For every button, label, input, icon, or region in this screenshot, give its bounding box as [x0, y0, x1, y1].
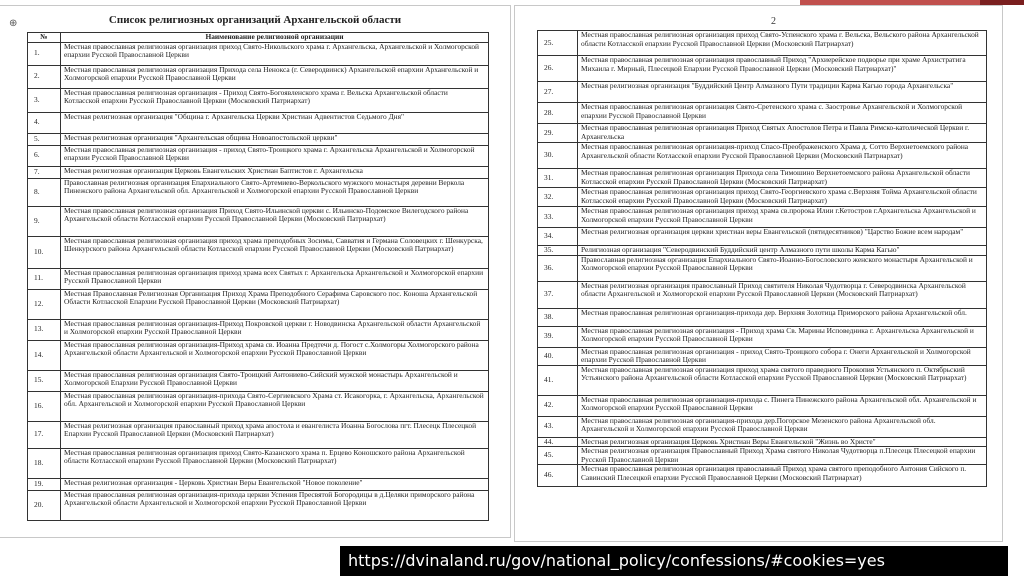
organization-name: Местная православная религиозная организация Приход Святых Апостолов Петра и Павла Римско-католической Церкви г. Архангельска — [578, 124, 987, 143]
organization-name: Православная религиозная организация Епархиального Свято-Иоанно-Богословского женского монастыря Архангельской и Холмогорской епархии Русской Православной Церкви — [578, 255, 987, 281]
organization-name: Местная православная религиозная организация Прихода села Ненокса (г. Северодвинск) Архангельской епархии Архангельской и Холмогорской епархии Русской Православной Церкви — [61, 65, 489, 88]
organization-name: Местная православная религиозная организация приход храма св.пророка Илии г.Кетостров г.Архангельска Архангельской и Холмогорской епархии Русской Православной Церкви — [578, 207, 987, 228]
row-number: 16. — [28, 391, 61, 421]
row-number: 7. — [28, 166, 61, 178]
row-number: 28. — [538, 103, 578, 124]
header-name: Наименование религиозной организации — [61, 33, 489, 43]
organization-name: Местная православная религиозная организация приход Свято-Никольского храма г. Архангельска, Архангельской и Холмогорской епархии Русской Православной Церкви — [61, 42, 489, 65]
table-row — [538, 416, 987, 437]
table-row — [538, 228, 987, 246]
table-row — [538, 143, 987, 169]
organization-name: Местная религиозная организация православный Приход святителя Николая Чудотворца г. Северодвинска Архангельской области Архангельской и Холмогорской епархии Русской Православной Церкви (Московский Патриархат) — [578, 281, 987, 308]
organization-name: Местная религиозная организация "Буддийский Центр Алмазного Пути традиции Карма Кагью города Архангельска" — [578, 82, 987, 103]
table-row — [538, 188, 987, 207]
row-number: 45. — [538, 447, 578, 465]
organizations-table-right — [537, 30, 987, 487]
table-row — [538, 365, 987, 395]
table-row — [28, 490, 489, 520]
table-row — [538, 31, 987, 56]
table-row — [28, 421, 489, 448]
table-row — [28, 319, 489, 340]
organization-name: Местная православная религиозная организация-прихода церкви Успения Пресвятой Богородицы в д.Целяки приморского района Архангельской области Архангельской и Холмогорской епархии Русской Православной Церкви — [61, 490, 489, 520]
organization-name: Местная православная религиозная организация-Приход Покровской церкви г. Новодвинска Архангельской области Архангельской и Холмогорской епархии Русской Православной Церкви — [61, 319, 489, 340]
table-row — [538, 447, 987, 465]
organization-name: Местная православная религиозная организация-прихода дер.Погорское Мезенского района Архангельской обл. Архангельской и Холмогорской епархии Русской Православной Церкви — [578, 416, 987, 437]
organization-name: Местная Православная Религиозная Организация Приход Храма Преподобного Серафима Саровского пос. Коноша Архангельской Области Котласской Епархии Русской Православной Церкви (Московский Патриархат) — [61, 289, 489, 319]
organization-name: Местная православная религиозная организация православный Приход храма святого преподобного Антония Сийского п. Савинский Плесецкой епархии Русской Православной Церкви (Московский Патриархат) — [578, 465, 987, 487]
row-number: 41. — [538, 365, 578, 395]
table-row — [28, 166, 489, 178]
table-row — [28, 112, 489, 133]
table-row — [538, 395, 987, 416]
row-number: 42. — [538, 395, 578, 416]
row-number: 19. — [28, 478, 61, 490]
organization-name: Местная религиозная организация Церковь Христиан Веры Евангельской "Жизнь во Христе" — [578, 437, 987, 447]
row-number: 10. — [28, 236, 61, 268]
organization-name: Местная религиозная организация Церковь Евангельских Христиан Баптистов г. Архангельска — [61, 166, 489, 178]
table-move-handle-icon[interactable]: ⊕ — [9, 18, 18, 29]
table-row — [538, 207, 987, 228]
organization-name: Местная православная религиозная организация приход храма святого праведного Прокопия Устьянского п. Октябрьский Устьянского района Архангельской области Котласской епархии Русской Православной Церкви (Московский Патриархат) — [578, 365, 987, 395]
table-row — [538, 465, 987, 487]
organization-name: Местная православная религиозная организация - приход Свято-Троицкого храма г. Архангельска Архангельской и Холмогорской епархии Русской Православной Церкви — [61, 145, 489, 166]
row-number: 13. — [28, 319, 61, 340]
organization-name: Религиозная организация "Северодвинский Буддийский центр Алмазного пути школы Карма Кагью" — [578, 246, 987, 256]
table-row — [28, 206, 489, 236]
organization-name: Местная православная религиозная организация приход Свято-Успенского храма г. Вельска, Вельского района Архангельской области Котласской епархии Русской Православной Церкви (Московский Патриархат) — [578, 31, 987, 56]
table-row — [28, 448, 489, 478]
organization-name: Местная православная религиозная организация Прихода села Тимошино Верхнетоемского района Архангельской области Котласской епархии Русской Православной Церкви (Московский Патриархат) — [578, 169, 987, 188]
row-number: 36. — [538, 255, 578, 281]
table-row — [538, 246, 987, 256]
organization-name: Местная православная религиозная организация-прихода дер. Верхняя Золотица Приморского района Архангельской обл. — [578, 308, 987, 326]
organization-name: Местная православная религиозная организация приход храма преподобных Зосимы, Савватия и Германа Соловецких г. Шенкурска, Шенкурского района Архангельской области Котласской епархии Русской Православной Церкви (Московский Патриархат) — [61, 236, 489, 268]
row-number: 40. — [538, 347, 578, 365]
document-title: Список религиозных организаций Архангельской области — [108, 14, 402, 26]
organization-name: Местная религиозная организация Православный Приход Храма святого Николая Чудотворца п.Плесецк Плесецкой епархии Русской Православной Церкви — [578, 447, 987, 465]
row-number: 33. — [538, 207, 578, 228]
table-row — [28, 65, 489, 88]
organization-name: Православная религиозная организация Епархиального Свято-Артемиево-Веркольского мужского монастыря деревни Веркола Пинежского района Архангельской обл. Архангельской и Холмогорской епархии Русской Православной Церкви — [61, 178, 489, 206]
organization-name: Местная православная религиозная организация-прихода Свято-Сергиевского Храма ст. Исакогорка, г. Архангельска, Архангельской обл. Архангельской и Холмогорской епархии Русской Православной Церкви — [61, 391, 489, 421]
table-row — [28, 340, 489, 370]
header-num: № — [28, 33, 61, 43]
row-number: 9. — [28, 206, 61, 236]
row-number: 6. — [28, 145, 61, 166]
organization-name: Местная православная религиозная организация православный Приход "Архиерейское подворье при храме Архистратига Михаила г. Мирный, Плесецкой Епархии Русской Православной Церкви (Московский Патриархат)" — [578, 56, 987, 82]
row-number: 1. — [28, 42, 61, 65]
row-number: 37. — [538, 281, 578, 308]
row-number: 26. — [538, 56, 578, 82]
organization-name: Местная православная религиозная организация Свято-Сретенского храма с. Заостровье Архангельской и Холмогорской епархии Русской Православной Церкви — [578, 103, 987, 124]
organization-name: Местная религиозная организация церкви христиан веры Евангельской (пятидесятников) "Царство Божие всем народам" — [578, 228, 987, 246]
table-row — [28, 289, 489, 319]
organizations-table-left-body — [28, 42, 489, 520]
table-row — [538, 255, 987, 281]
table-row — [28, 178, 489, 206]
row-number: 30. — [538, 143, 578, 169]
row-number: 38. — [538, 308, 578, 326]
row-number: 39. — [538, 326, 578, 347]
row-number: 15. — [28, 370, 61, 391]
table-row — [538, 82, 987, 103]
row-number: 5. — [28, 133, 61, 145]
row-number: 17. — [28, 421, 61, 448]
table-row — [28, 88, 489, 112]
table-row — [28, 133, 489, 145]
table-row — [28, 145, 489, 166]
row-number: 2. — [28, 65, 61, 88]
table-row — [538, 347, 987, 365]
table-row — [28, 236, 489, 268]
table-row — [538, 124, 987, 143]
table-row — [538, 56, 987, 82]
table-row — [28, 268, 489, 289]
organizations-table-left — [27, 32, 489, 521]
organization-name: Местная православная религиозная организация - Приход Свято-Богоявленского храма г. Вельска Архангельской области Котласской епархии Русской Православной Церкви (Московский Патриархат) — [61, 88, 489, 112]
table-row — [28, 478, 489, 490]
table-row — [28, 370, 489, 391]
organization-name: Местная православная религиозная организация приход Свято-Георгиевского храма с.Верхняя Тойма Архангельской области Котласской епархии Русской Православной Церкви (Московский Патриархат) — [578, 188, 987, 207]
row-number: 34. — [538, 228, 578, 246]
organization-name: Местная религиозная организация - Церковь Христиан Веры Евангельской "Новое поколение" — [61, 478, 489, 490]
organization-name: Местная религиозная организация "Архангельская община Новоапостольской церкви" — [61, 133, 489, 145]
row-number: 8. — [28, 178, 61, 206]
organizations-table-right-body — [538, 31, 987, 487]
row-number: 11. — [28, 268, 61, 289]
table-row — [538, 326, 987, 347]
row-number: 3. — [28, 88, 61, 112]
row-number: 12. — [28, 289, 61, 319]
table-header-row — [28, 33, 489, 43]
document-page-right — [514, 5, 1003, 542]
row-number: 29. — [538, 124, 578, 143]
table-row — [538, 169, 987, 188]
organization-name: Местная православная религиозная организация приход храма всех Святых г. Архангельска Архангельской и Холмогорской епархии Русской Православной Церкви — [61, 268, 489, 289]
row-number: 4. — [28, 112, 61, 133]
organization-name: Местная православная религиозная организация-приход Спасо-Преображенского Храма д. Сотто Верхнетоемского района Архангельской области Котласской епархии Русской Православной Церкви (Московский Патриархат) — [578, 143, 987, 169]
organization-name: Местная православная религиозная организация-прихода с. Пинега Пинежского района Архангельской обл. Архангельской и Холмогорской епархии Русской Православной Церкви — [578, 395, 987, 416]
row-number: 31. — [538, 169, 578, 188]
row-number: 27. — [538, 82, 578, 103]
table-row — [28, 391, 489, 421]
table-row — [538, 437, 987, 447]
organization-name: Местная православная религиозная организация Приход Свято-Ильинской церкви с. Ильинско-Подомское Вилегодского района Архангельской области Котласской епархии Русской Православной Церкви (Московский Патриархат) — [61, 206, 489, 236]
organization-name: Местная православная религиозная организация - Приход храма Св. Марины Исповедника г. Архангельска Архангельской и Холмогорской епархии Русской Православной Церкви — [578, 326, 987, 347]
table-row — [538, 281, 987, 308]
table-row — [28, 42, 489, 65]
row-number: 32. — [538, 188, 578, 207]
organization-name: Местная религиозная организация "Община г. Архангельска Церкви Христиан Адвентистов Седьмого Дня" — [61, 112, 489, 133]
organization-name: Местная православная религиозная организация Свято-Троицкий Антониево-Сийский мужской монастырь Архангельской и Холмогорской Епархии Русской Православной Церкви — [61, 370, 489, 391]
table-row — [538, 103, 987, 124]
row-number: 14. — [28, 340, 61, 370]
organization-name: Местная религиозная организация православный приход храма апостола и евангелиста Иоанна Богослова пгт. Плесецк Плесецкой Епархии Русской Православной Церкви (Московский Патриархат) — [61, 421, 489, 448]
document-page-left — [0, 5, 511, 538]
source-url-banner: https://dvinaland.ru/gov/national_policy/confessions/#cookies=yes — [340, 546, 1008, 576]
row-number: 18. — [28, 448, 61, 478]
row-number: 46. — [538, 465, 578, 487]
table-row — [538, 308, 987, 326]
row-number: 25. — [538, 31, 578, 56]
organization-name: Местная православная религиозная организация приход Свято-Казанского храма п. Ерцево Коношского района Архангельской области Котласской епархии Русской Православной Церкви (Московский Патриархат) — [61, 448, 489, 478]
row-number: 43. — [538, 416, 578, 437]
row-number: 35. — [538, 246, 578, 256]
row-number: 44. — [538, 437, 578, 447]
row-number: 20. — [28, 490, 61, 520]
organization-name: Местная православная религиозная организация-Приход храма св. Иоанна Предтечи д. Погост с.Холмогоры Холмогорского района Архангельской области Архангельской и Холмогорской епархии Русской Православной Церкви — [61, 340, 489, 370]
page-number: 2 — [771, 16, 776, 27]
organization-name: Местная православная религиозная организация - приход Свято-Троицкого собора г. Онеги Архангельской и Холмогорской епархии Русской Православной Церкви — [578, 347, 987, 365]
